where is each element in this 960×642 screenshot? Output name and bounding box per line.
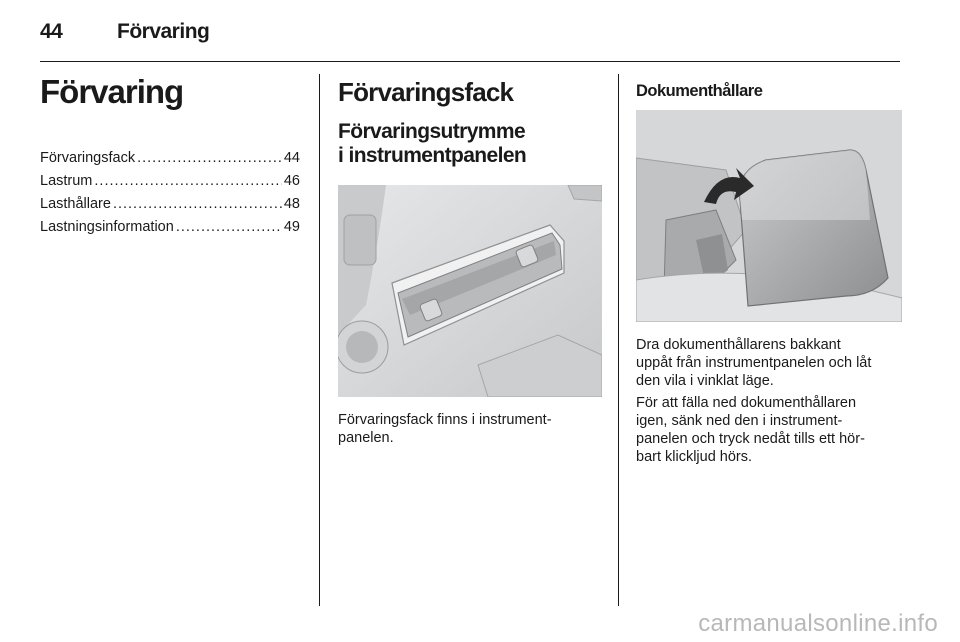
header-divider xyxy=(40,61,900,62)
toc-item[interactable] xyxy=(40,193,300,216)
toc-item-page: 49 xyxy=(283,219,300,235)
text-line: uppåt från instrumentpanelen och låt xyxy=(636,355,872,371)
header-title: Förvaring xyxy=(117,20,210,43)
toc-item-page: 48 xyxy=(283,196,300,212)
toc-item-label: Lastrum xyxy=(40,173,93,189)
toc-item[interactable] xyxy=(40,170,300,193)
text-line: panelen. xyxy=(338,430,394,446)
storage-column xyxy=(338,72,602,447)
toc-item-page: 44 xyxy=(283,150,300,166)
text-line: panelen och tryck nedåt tills ett hör- xyxy=(636,431,865,447)
toc-leader xyxy=(94,170,281,193)
chapter-title: Förvaring xyxy=(40,73,184,110)
text-line: igen, sänk ned den i instrument- xyxy=(636,413,843,429)
toc-item-label: Lastningsinformation xyxy=(40,219,174,235)
toc-leader xyxy=(113,193,282,216)
document-holder-instructions-1 xyxy=(636,336,902,390)
toc-item-page: 46 xyxy=(283,173,300,189)
toc-leader xyxy=(137,147,282,170)
toc-column xyxy=(40,72,300,239)
column-divider-1 xyxy=(319,74,320,606)
glovebox-illustration xyxy=(338,185,602,397)
column-divider-2 xyxy=(618,74,619,606)
text-line: Dra dokumenthållarens bakkant xyxy=(636,337,841,353)
document-holder-title: Dokumenthållare xyxy=(636,82,763,100)
subsection-title xyxy=(338,120,602,168)
document-holder-instructions-2 xyxy=(636,394,902,466)
subsection-title-line1: Förvaringsutrymme xyxy=(338,120,526,143)
text-line: Förvaringsfack finns i instrument- xyxy=(338,412,552,428)
text-line: bart klickljud hörs. xyxy=(636,449,753,465)
document-holder-illustration xyxy=(636,110,902,322)
toc-leader xyxy=(176,216,282,239)
section-title: Förvaringsfack xyxy=(338,77,514,107)
table-of-contents xyxy=(40,147,300,239)
toc-item[interactable] xyxy=(40,147,300,170)
toc-item[interactable] xyxy=(40,216,300,239)
watermark: carmanualsonline.info xyxy=(698,610,938,637)
page-header xyxy=(40,20,900,60)
text-line: den vila i vinklat läge. xyxy=(636,373,774,389)
toc-item-label: Lasthållare xyxy=(40,196,111,212)
document-holder-column xyxy=(636,72,902,466)
toc-item-label: Förvaringsfack xyxy=(40,150,136,166)
page-number: 44 xyxy=(40,20,63,43)
storage-description xyxy=(338,411,602,447)
text-line: För att fälla ned dokumenthållaren xyxy=(636,395,857,411)
subsection-title-line2: i instrumentpanelen xyxy=(338,144,527,167)
